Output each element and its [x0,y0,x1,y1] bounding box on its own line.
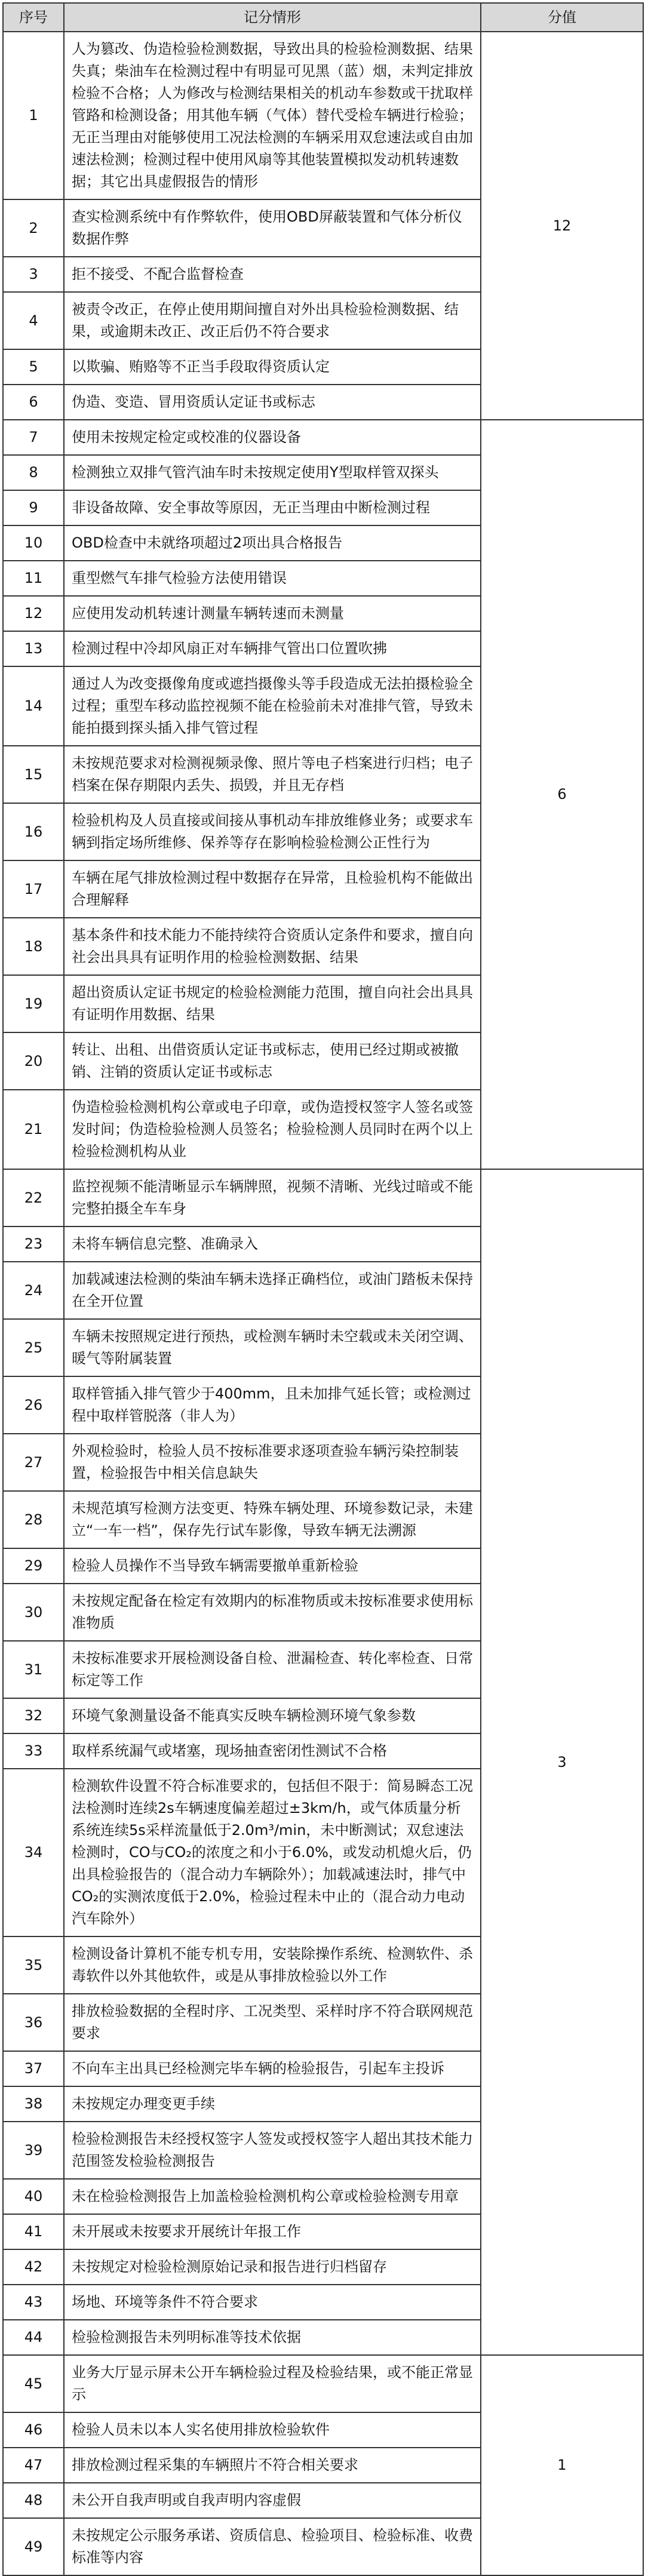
row-scoring-situation: 未按规范要求对检测视频录像、照片等电子档案进行归档；电子档案在保存期限内丢失、损毁，并且无存档 [64,746,481,803]
row-scoring-situation: 检验机构及人员直接或间接从事机动车排放维修业务；或要求车辆到指定场所维修、保养等存在影响检验检测公正性行为 [64,803,481,860]
row-serial-no: 35 [3,1936,64,1994]
row-serial-no: 29 [3,1548,64,1584]
row-scoring-situation: 人为篡改、伪造检验检测数据，导致出具的检验检测数据、结果失真；柴油车在检测过程中有明显可见黑（蓝）烟，未判定排放检验不合格；人为修改与检测结果相关的机动车参数或干扰取样管路和检测设备；用其他车辆（气体）替代受检车辆进行检验；无正当理由对能够使用工况法检测的车辆采用双怠速法或自由加速法检测；检测过程中使用风扇等其他装置模拟发动机转速数据；其它出具虚假报告的情形 [64,32,481,199]
row-serial-no: 28 [3,1491,64,1548]
row-scoring-situation: 外观检验时，检验人员不按标准要求逐项查验车辆污染控制装置，检验报告中相关信息缺失 [64,1434,481,1491]
row-serial-no: 45 [3,2355,64,2412]
row-serial-no: 31 [3,1641,64,1698]
row-scoring-situation: 业务大厅显示屏未公开车辆检验过程及检验结果，或不能正常显示 [64,2355,481,2412]
row-scoring-situation: 查实检测系统中有作弊软件，使用OBD屏蔽装置和气体分析仪数据作弊 [64,199,481,257]
row-serial-no: 41 [3,2214,64,2249]
row-serial-no: 20 [3,1032,64,1090]
row-scoring-situation: 未规范填写检测方法变更、特殊车辆处理、环境参数记录，未建立“一车一档”，保存先行试车影像，导致车辆无法溯源 [64,1491,481,1548]
table-row [3,420,643,455]
scoring-table [2,2,644,2576]
row-serial-no: 1 [3,32,64,199]
row-scoring-situation: 重型燃气车排气检验方法使用错误 [64,561,481,596]
header-serial-no: 序号 [3,3,64,32]
row-serial-no: 33 [3,1733,64,1769]
score-group-value: 6 [481,420,643,1169]
row-serial-no: 26 [3,1376,64,1434]
row-scoring-situation: 未按标准要求开展检测设备自检、泄漏检查、转化率检查、日常标定等工作 [64,1641,481,1698]
row-serial-no: 21 [3,1090,64,1169]
row-serial-no: 17 [3,860,64,918]
row-scoring-situation: 被责令改正，在停止使用期间擅自对外出具检验检测数据、结果，或逾期未改正、改正后仍不符合要求 [64,292,481,349]
row-serial-no: 43 [3,2285,64,2320]
row-serial-no: 42 [3,2249,64,2285]
row-scoring-situation: 超出资质认定证书规定的检验检测能力范围，擅自向社会出具具有证明作用数据、结果 [64,975,481,1032]
row-scoring-situation: 伪造、变造、冒用资质认定证书或标志 [64,385,481,420]
row-serial-no: 9 [3,490,64,525]
row-scoring-situation: 检测软件设置不符合标准要求的，包括但不限于：简易瞬态工况法检测时连续2s车辆速度偏差超过±3km/h，或气体质量分析系统连续5s采样流量低于2.0m³/min，未中断测试；双怠速法检测时，CO与CO₂的浓度之和小于6.0%，或发动机熄火后，仍出具检验报告的（混合动力车辆除外）；加载减速法时，排气中CO₂的实测浓度低于2.0%，检验过程未中止的（混合动力电动汽车除外） [64,1769,481,1936]
row-scoring-situation: 未按规定对检验检测原始记录和报告进行归档留存 [64,2249,481,2285]
row-serial-no: 5 [3,349,64,385]
row-serial-no: 2 [3,199,64,257]
row-serial-no: 48 [3,2483,64,2518]
row-scoring-situation: OBD检查中未就络项超过2项出具合格报告 [64,525,481,561]
row-serial-no: 13 [3,631,64,666]
table-header [3,3,643,32]
table-row [3,2355,643,2412]
row-scoring-situation: 未将车辆信息完整、准确录入 [64,1226,481,1262]
row-serial-no: 8 [3,455,64,490]
row-serial-no: 24 [3,1262,64,1319]
row-serial-no: 15 [3,746,64,803]
row-serial-no: 40 [3,2179,64,2214]
row-scoring-situation: 应使用发动机转速计测量车辆转速而未测量 [64,596,481,631]
row-serial-no: 46 [3,2412,64,2448]
row-scoring-situation: 检测设备计算机不能专机专用，安装除操作系统、检测软件、杀毒软件以外其他软件，或是从事排放检验以外工作 [64,1936,481,1994]
row-scoring-situation: 使用未按规定检定或校准的仪器设备 [64,420,481,455]
row-serial-no: 47 [3,2448,64,2483]
table-row [3,32,643,199]
row-scoring-situation: 加载减速法检测的柴油车辆未选择正确档位，或油门踏板未保持在全开位置 [64,1262,481,1319]
row-serial-no: 16 [3,803,64,860]
row-scoring-situation: 排放检验数据的全程时序、工况类型、采样时序不符合联网规范要求 [64,1994,481,2051]
row-scoring-situation: 排放检测过程采集的车辆照片不符合相关要求 [64,2448,481,2483]
row-scoring-situation: 取样系统漏气或堵塞，现场抽查密闭性测试不合格 [64,1733,481,1769]
row-serial-no: 4 [3,292,64,349]
row-serial-no: 7 [3,420,64,455]
row-scoring-situation: 检验检测报告未列明标准等技术依据 [64,2320,481,2355]
row-serial-no: 38 [3,2086,64,2122]
header-scoring-situation: 记分情形 [64,3,481,32]
row-serial-no: 37 [3,2051,64,2086]
row-serial-no: 22 [3,1169,64,1226]
row-scoring-situation: 未在检验检测报告上加盖检验检测机构公章或检验检测专用章 [64,2179,481,2214]
row-serial-no: 11 [3,561,64,596]
table-row [3,1169,643,1226]
header-row [3,3,643,32]
row-serial-no: 25 [3,1319,64,1376]
row-scoring-situation: 检测独立双排气管汽油车时未按规定使用Y型取样管双探头 [64,455,481,490]
table-body [3,32,643,2575]
row-serial-no: 3 [3,257,64,292]
row-scoring-situation: 检测过程中冷却风扇正对车辆排气管出口位置吹拂 [64,631,481,666]
row-scoring-situation: 转让、出租、出借资质认定证书或标志，使用已经过期或被撤销、注销的资质认定证书或标志 [64,1032,481,1090]
row-serial-no: 27 [3,1434,64,1491]
row-scoring-situation: 检验检测报告未经授权签字人签发或授权签字人超出其技术能力范围签发检验检测报告 [64,2122,481,2179]
score-group-value: 12 [481,32,643,420]
row-scoring-situation: 检验人员操作不当导致车辆需要撤单重新检验 [64,1548,481,1584]
row-scoring-situation: 拒不接受、不配合监督检查 [64,257,481,292]
row-serial-no: 32 [3,1698,64,1733]
row-serial-no: 10 [3,525,64,561]
row-serial-no: 39 [3,2122,64,2179]
row-serial-no: 12 [3,596,64,631]
row-scoring-situation: 非设备故障、安全事故等原因，无正当理由中断检测过程 [64,490,481,525]
row-serial-no: 34 [3,1769,64,1936]
row-scoring-situation: 未开展或未按要求开展统计年报工作 [64,2214,481,2249]
row-scoring-situation: 不向车主出具已经检测完毕车辆的检验报告，引起车主投诉 [64,2051,481,2086]
row-scoring-situation: 取样管插入排气管少于400mm，且未加排气延长管；或检测过程中取样管脱落（非人为） [64,1376,481,1434]
row-serial-no: 44 [3,2320,64,2355]
row-scoring-situation: 场地、环境等条件不符合要求 [64,2285,481,2320]
row-scoring-situation: 通过人为改变摄像角度或遮挡摄像头等手段造成无法拍摄检验全过程；重型车移动监控视频不能在检验前未对准排气管，导致未能拍摄到探头插入排气管过程 [64,666,481,746]
score-group-value: 1 [481,2355,643,2575]
row-scoring-situation: 环境气象测量设备不能真实反映车辆检测环境气象参数 [64,1698,481,1733]
row-serial-no: 6 [3,385,64,420]
row-serial-no: 30 [3,1584,64,1641]
score-group-value: 3 [481,1169,643,2355]
row-scoring-situation: 未按规定配备在检定有效期内的标准物质或未按标准要求使用标准物质 [64,1584,481,1641]
row-scoring-situation: 未按规定公示服务承诺、资质信息、检验项目、检验标准、收费标准等内容 [64,2518,481,2575]
row-serial-no: 14 [3,666,64,746]
row-serial-no: 19 [3,975,64,1032]
row-serial-no: 36 [3,1994,64,2051]
row-scoring-situation: 车辆在尾气排放检测过程中数据存在异常，且检验机构不能做出合理解释 [64,860,481,918]
row-scoring-situation: 未按规定办理变更手续 [64,2086,481,2122]
row-scoring-situation: 基本条件和技术能力不能持续符合资质认定条件和要求，擅自向社会出具具有证明作用的检验检测数据、结果 [64,918,481,975]
row-scoring-situation: 未公开自我声明或自我声明内容虚假 [64,2483,481,2518]
row-scoring-situation: 检验人员未以本人实名使用排放检验软件 [64,2412,481,2448]
row-serial-no: 18 [3,918,64,975]
row-scoring-situation: 以欺骗、贿赂等不正当手段取得资质认定 [64,349,481,385]
row-serial-no: 49 [3,2518,64,2575]
header-score: 分值 [481,3,643,32]
row-serial-no: 23 [3,1226,64,1262]
row-scoring-situation: 车辆未按照规定进行预热，或检测车辆时未空载或未关闭空调、暖气等附属装置 [64,1319,481,1376]
row-scoring-situation: 监控视频不能清晰显示车辆牌照，视频不清晰、光线过暗或不能完整拍摄全车车身 [64,1169,481,1226]
row-scoring-situation: 伪造检验检测机构公章或电子印章，或伪造授权签字人签名或签发时间；伪造检验检测人员签名；检验检测人员同时在两个以上检验检测机构从业 [64,1090,481,1169]
